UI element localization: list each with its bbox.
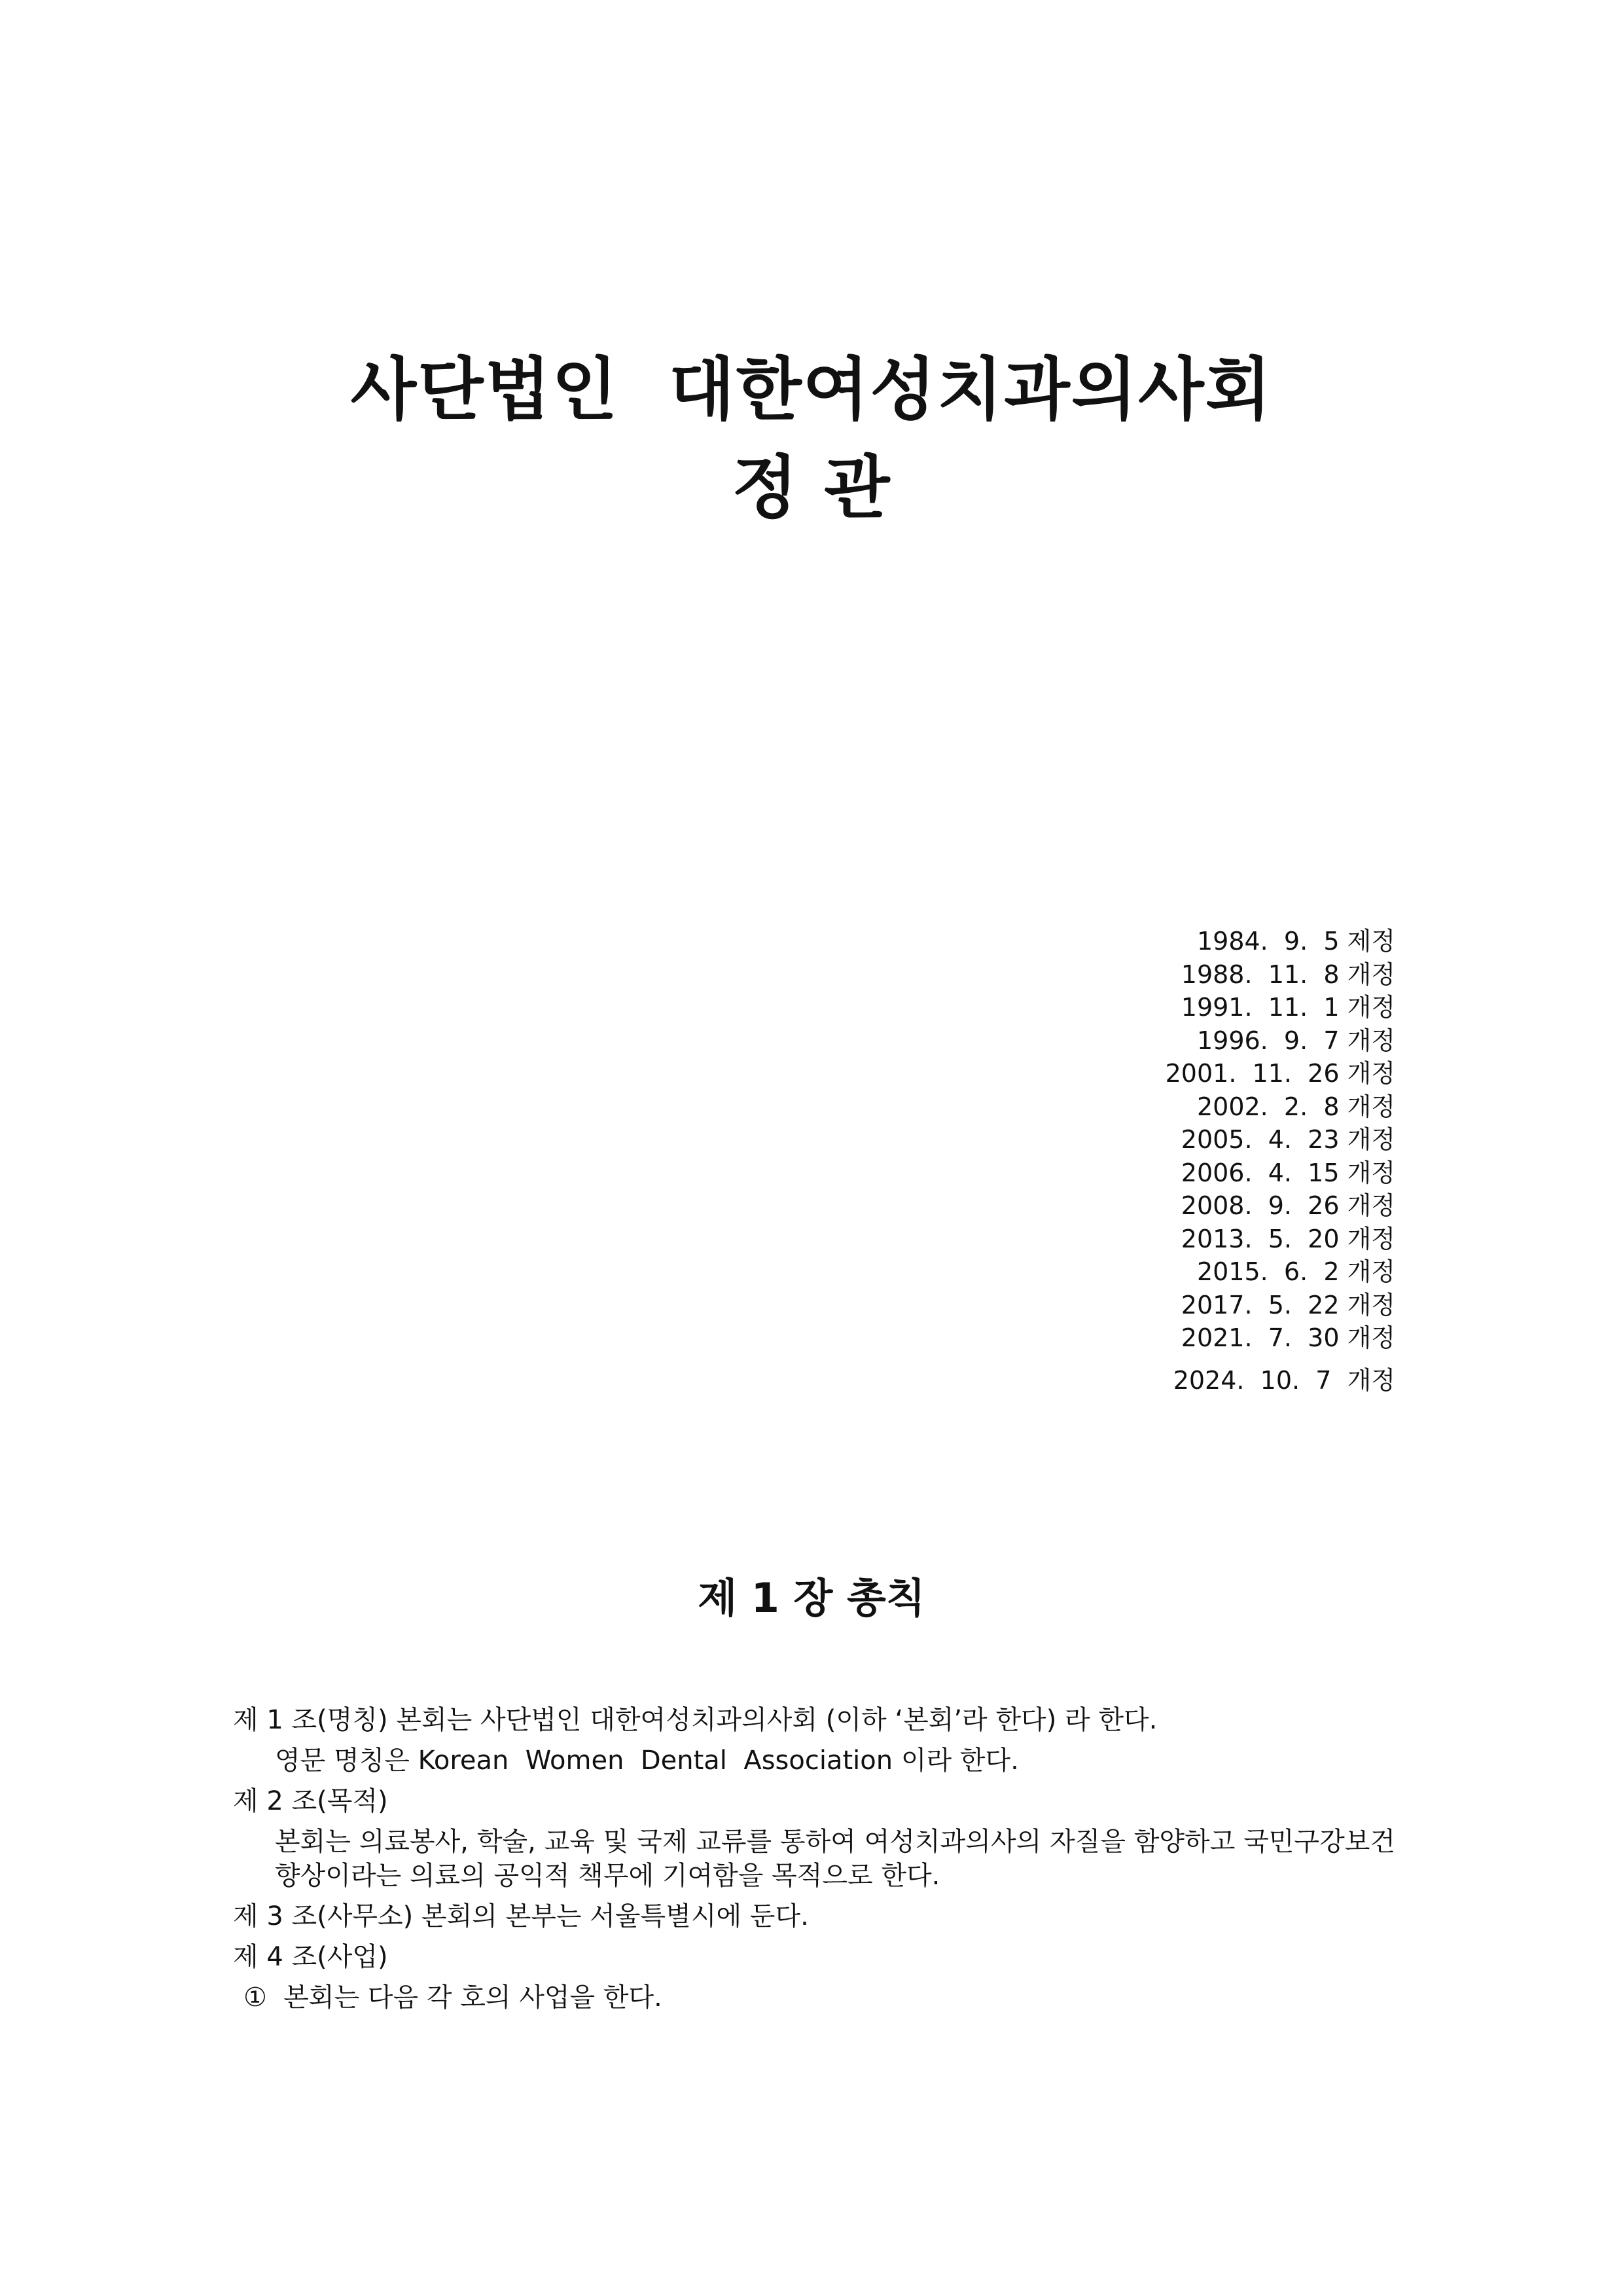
article-1-line: 제 1 조(명칭) 본회는 사단법인 대한여성치과의사회 (이하 ‘본회’라 한다) 라 한다. [233,1705,1158,1735]
revision-entry: 2008. 9. 26 개정 [1181,1191,1395,1220]
revision-entry: 1996. 9. 7 개정 [1196,1026,1395,1055]
title-block [0,340,1623,537]
article-3-line: 제 3 조(사무소) 본회의 본부는 서울특별시에 둔다. [233,1901,809,1931]
revision-entry: 2024. 10. 7 개정 [1173,1365,1395,1395]
revision-entry: 2006. 4. 15 개정 [1181,1158,1395,1187]
chapter-title: 제 1 장 총칙 [698,1574,925,1622]
article-2-heading: 제 2 조(목적) [233,1786,388,1816]
revision-entry: 1984. 9. 5 제정 [1196,927,1395,956]
revision-entry: 1991. 11. 1 개정 [1181,993,1395,1022]
article-4-item-1: ① 본회는 다음 각 호의 사업을 한다. [243,1982,662,2013]
document-title: 사단법인 대한여성치과의사회 [350,350,1273,429]
revision-entry: 2017. 5. 22 개정 [1181,1290,1395,1319]
articles-section [233,1703,1395,2021]
revision-history [1003,925,1395,1397]
revision-entry: 2002. 2. 8 개정 [1196,1092,1395,1121]
revision-entry: 2015. 6. 2 개정 [1196,1257,1395,1286]
article-1-english-name: 영문 명칭은 Korean Women Dental Association 이라 한다. [275,1746,1019,1776]
article-4-heading: 제 4 조(사업) [233,1942,388,1972]
article-2-body: 본회는 의료봉사, 학술, 교육 및 국제 교류를 통하여 여성치과의사의 자질을 함양하고 국민구강보건 향상이라는 의료의 공익적 책무에 기여함을 목적으로 한다. [275,1827,1395,1891]
revision-entry: 2001. 11. 26 개정 [1165,1059,1395,1088]
revision-entry: 2021. 7. 30 개정 [1181,1323,1395,1352]
revision-entry: 1988. 11. 8 개정 [1181,960,1395,989]
revision-entry: 2013. 5. 20 개정 [1181,1224,1395,1253]
document-subtitle: 정 관 [732,448,891,528]
revision-entry: 2005. 4. 23 개정 [1181,1125,1395,1154]
